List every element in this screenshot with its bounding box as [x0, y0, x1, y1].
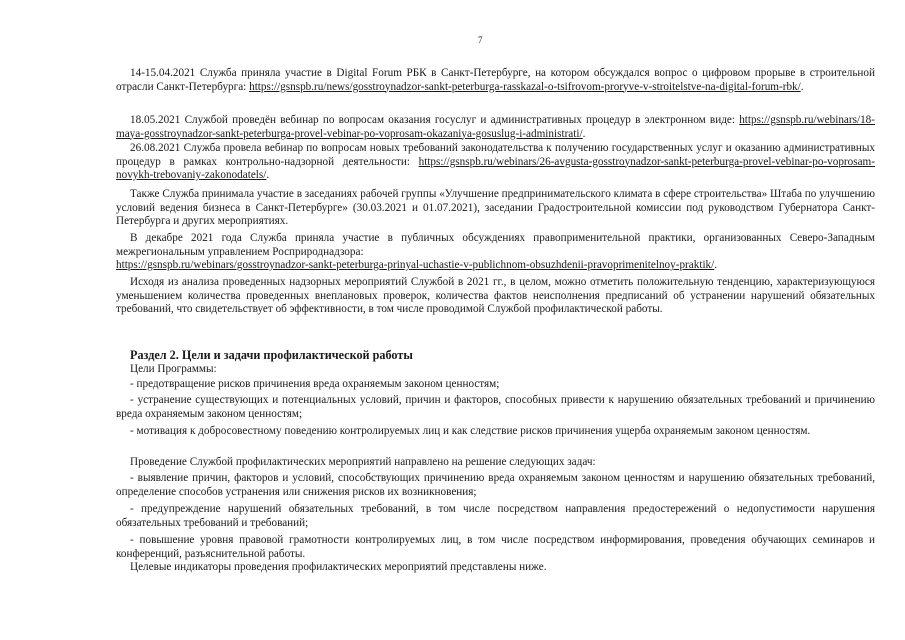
tasks-intro: Проведение Службой профилактических мероприятий направлено на решение следующих задач:: [130, 456, 596, 468]
goal-item: - устранение существующих и потенциальных условий, причин и факторов, способных привести к нарушению обязательных требований и причинению вреда охраняемым законом ценностям;: [116, 394, 875, 420]
paragraph-digital-forum: 14-15.04.2021 Служба приняла участие в Digital Forum РБК в Санкт-Петербурге, на котором обсуждался вопрос о цифровом прорыве в строительной отрасли Санкт-Петербурга: https://gsnspb.ru/news/gosstroynadzor-sankt-peterburga-rasskazal-o-tsifrovom-proryve-v-stroitelstve-na-digital-forum-rbk/.: [116, 67, 875, 93]
digital-forum-link[interactable]: https://gsnspb.ru/news/gosstroynadzor-sankt-peterburga-rasskazal-o-tsifrovom-proryve-v-stroitelstve-na-digital-forum-rbk/: [249, 80, 801, 93]
webinar-may-link[interactable]: https://gsnspb.ru/webinars/18-maya-gosstroynadzor-sankt-peterburga-provel-vebinar-po-voprosam-okazaniya-gosuslug-i-administrati/: [116, 114, 875, 140]
paragraph-analysis: Исходя из анализа проведенных надзорных мероприятий Службой в 2021 гг., в целом, можно отметить положительную тенденцию, характеризующуюся уменьшением количества проведенных внеплановых проверок, количества фактов неисполнения предписаний об устранении нарушений обязательных требований, что свидетельствует об эффективности, в том числе проводимой Службой профилактической работы.: [116, 276, 875, 315]
paragraph-text: В декабре 2021 года Служба приняла участие в публичных обсуждениях правоприменительной практики, организованных Северо-Западным межрегиональным управлением Росприроднадзора:: [116, 232, 875, 258]
closing-sentence: Целевые индикаторы проведения профилактических мероприятий представлены ниже.: [130, 561, 547, 573]
goal-item: - предотвращение рисков причинения вреда охраняемым законом ценностям;: [130, 378, 500, 390]
page-number: 7: [478, 35, 483, 45]
paragraph-webinar-august: 26.08.2021 Служба провела вебинар по вопросам новых требований законодательства к получению государственных услуг и оказанию административных процедур в рамках контрольно-надзорной деятельности: https://gsnspb.ru/webinars/26-avgusta-gosstroynadzor-sankt-peterburga-provel-vebinar-po-voprosam-novykh-trebovaniy-zakonodatels/.: [116, 142, 875, 181]
december-discussion-link[interactable]: https://gsnspb.ru/webinars/gosstroynadzor-sankt-peterburga-prinyal-uchastie-v-publichnom-obsuzhdenii-pravoprimenitelnoy-praktik/: [116, 259, 715, 271]
task-item: - повышение уровня правовой грамотности контролируемых лиц, в том числе посредством информирования, проведения обучающих семинаров и конференций, разъяснительной работы.: [116, 534, 875, 560]
task-item: - предупреждение нарушений обязательных требований, в том числе посредством направления предостережений о недопустимости нарушения обязательных требований и требований;: [116, 503, 875, 529]
paragraph-working-group: Также Служба принимала участие в заседаниях рабочей группы «Улучшение предпринимательского климата в сфере строительства» Штаба по улучшению условий ведения бизнеса в Санкт-Петербурге» (30.03.2021 и 01.07.2021), заседании Градостроительной комиссии под руководством Губернатора Санкт-Петербурга и других мероприятиях.: [116, 188, 875, 227]
goal-item: - мотивация к добросовестному поведению контролируемых лиц и как следствие рисков причинения ущерба охраняемым законом ценностям.: [130, 425, 811, 437]
paragraph-webinar-may: 18.05.2021 Службой проведён вебинар по вопросам оказания госуслуг и административных процедур в электронном виде: https://gsnspb.ru/webinars/18-maya-gosstroynadzor-sankt-peterburga-provel-vebinar-po-voprosam-okazaniya-gosuslug-i-administrati/.: [116, 114, 875, 140]
task-item: - выявление причин, факторов и условий, способствующих причинению вреда охраняемым законом ценностям и нарушению обязательных требований, определение способов устранения или снижения рисков их возникновения;: [116, 472, 875, 498]
paragraph-text: 18.05.2021 Службой проведён вебинар по вопросам оказания госуслуг и административных процедур в электронном виде:: [130, 114, 740, 126]
webinar-august-link[interactable]: https://gsnspb.ru/webinars/26-avgusta-gosstroynadzor-sankt-peterburga-provel-vebinar-po-voprosam-novykh-trebovaniy-zakonodatels/: [116, 155, 875, 181]
goals-intro: Цели Программы:: [130, 363, 217, 375]
paragraph-december: В декабре 2021 года Служба приняла участие в публичных обсуждениях правоприменительной практики, организованных Северо-Западным межрегиональным управлением Росприроднадзора: https://gsnspb.ru/webinars/gosstroynadzor-sankt-peterburga-prinyal-uchastie-v-publichnom-obsuzhdenii-pravoprimenitelnoy-praktik/.: [116, 232, 875, 271]
paragraph-text: 26.08.2021 Служба провела вебинар по вопросам новых требований законодательства к получению государственных услуг и оказанию административных процедур в рамках контрольно-надзорной деятельности:: [116, 142, 875, 168]
paragraph-text: 14-15.04.2021 Служба приняла участие в Digital Forum РБК в Санкт-Петербурге, на котором обсуждался вопрос о цифровом прорыве в строительной отрасли Санкт-Петербурга:: [116, 67, 875, 93]
section-2-heading: Раздел 2. Цели и задачи профилактической работы: [130, 348, 413, 362]
